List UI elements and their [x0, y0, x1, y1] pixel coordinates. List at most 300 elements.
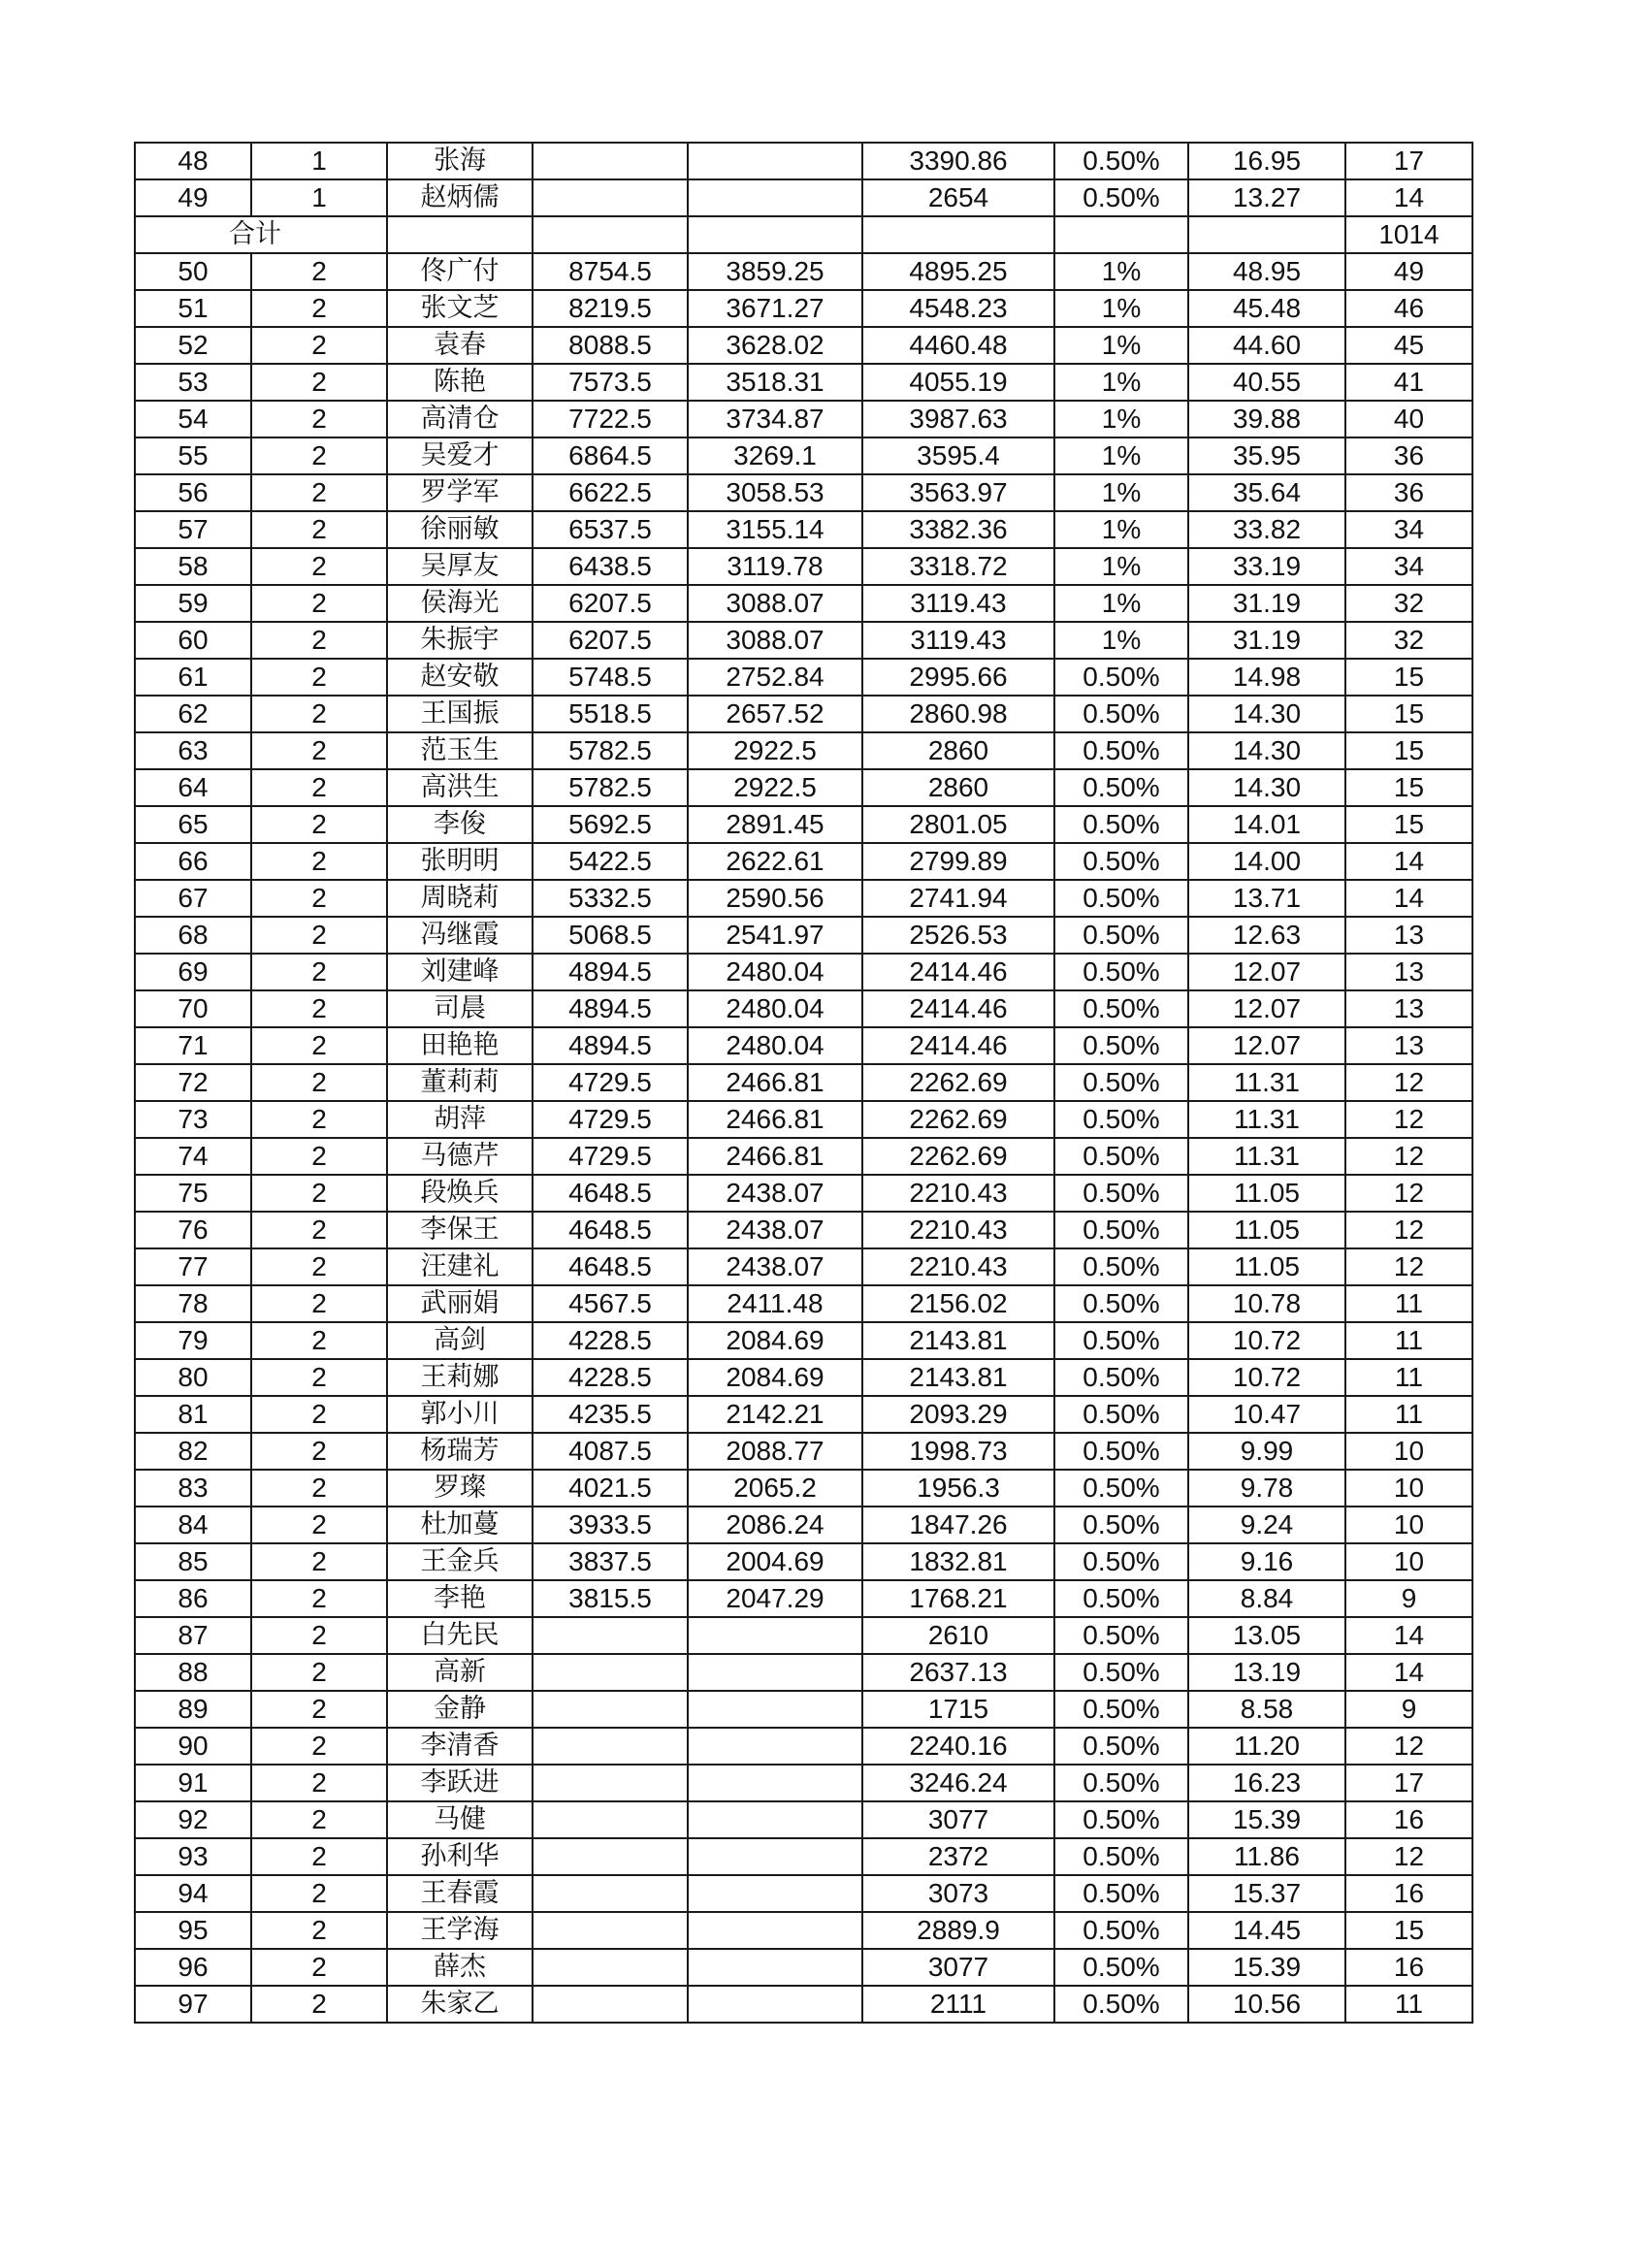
cell-col-amount: 40.55	[1188, 364, 1345, 401]
cell-row-number: 59	[135, 585, 251, 622]
cell-col-deduction: 3058.53	[688, 474, 862, 511]
cell-col-rate: 0.50%	[1054, 1507, 1188, 1543]
cell-row-number: 52	[135, 327, 251, 364]
cell-col-rate: 0.50%	[1054, 1986, 1188, 2023]
cell-name: 李保王	[387, 1212, 533, 1248]
table-row	[135, 1949, 1472, 1986]
cell-col-total	[533, 143, 688, 179]
cell-col-amount: 11.31	[1188, 1101, 1345, 1138]
table-row	[135, 364, 1472, 401]
cell-col-base: 3382.36	[862, 511, 1054, 548]
cell-col-amount: 12.63	[1188, 917, 1345, 954]
cell-col-amount: 11.86	[1188, 1838, 1345, 1875]
cell-group: 2	[251, 1949, 387, 1986]
cell-row-number: 83	[135, 1470, 251, 1507]
table-row	[135, 769, 1472, 806]
table-row	[135, 1396, 1472, 1433]
cell-col-total: 8219.5	[533, 290, 688, 327]
cell-col-amount: 35.64	[1188, 474, 1345, 511]
cell-row-number: 61	[135, 659, 251, 696]
cell-col-amount: 13.05	[1188, 1617, 1345, 1654]
cell-col-base: 1715	[862, 1691, 1054, 1728]
cell-col-base: 2799.89	[862, 843, 1054, 880]
table-row	[135, 1765, 1472, 1801]
cell-col-rounded: 10	[1345, 1543, 1472, 1580]
cell-row-number: 54	[135, 401, 251, 437]
cell-col-base: 1768.21	[862, 1580, 1054, 1617]
cell-col-deduction	[688, 179, 862, 216]
cell-col-rate: 0.50%	[1054, 917, 1188, 954]
cell-group: 2	[251, 1285, 387, 1322]
cell-name: 朱振宇	[387, 622, 533, 659]
cell-col-rounded: 9	[1345, 1580, 1472, 1617]
cell-col-rounded: 9	[1345, 1691, 1472, 1728]
cell-col-amount: 31.19	[1188, 585, 1345, 622]
cell-group: 2	[251, 1580, 387, 1617]
cell-col-deduction	[688, 1838, 862, 1875]
cell-col-rate: 0.50%	[1054, 1543, 1188, 1580]
cell-col-deduction: 2438.07	[688, 1248, 862, 1285]
cell-col-rate: 0.50%	[1054, 1285, 1188, 1322]
table-row	[135, 1507, 1472, 1543]
cell-row-number: 73	[135, 1101, 251, 1138]
cell-col-deduction: 2657.52	[688, 696, 862, 732]
cell-col-rounded: 12	[1345, 1101, 1472, 1138]
cell-name: 杨瑞芳	[387, 1433, 533, 1470]
cell-col-rounded: 34	[1345, 511, 1472, 548]
cell-col-deduction	[688, 1875, 862, 1912]
cell-group: 2	[251, 1470, 387, 1507]
cell-row-number: 53	[135, 364, 251, 401]
cell-group: 2	[251, 880, 387, 917]
cell-group: 2	[251, 954, 387, 990]
cell-row-number: 72	[135, 1064, 251, 1101]
cell-col-rate: 0.50%	[1054, 954, 1188, 990]
cell-col-deduction: 2922.5	[688, 769, 862, 806]
cell-col-total: 4235.5	[533, 1396, 688, 1433]
cell-group: 2	[251, 732, 387, 769]
cell-row-number: 96	[135, 1949, 251, 1986]
cell-group: 2	[251, 1138, 387, 1175]
table-row	[135, 401, 1472, 437]
table-row	[135, 1838, 1472, 1875]
cell-col-amount: 14.30	[1188, 732, 1345, 769]
cell-col-base: 2860	[862, 769, 1054, 806]
cell-col-amount: 14.00	[1188, 843, 1345, 880]
cell-col-rate: 0.50%	[1054, 806, 1188, 843]
cell-col-base: 2143.81	[862, 1322, 1054, 1359]
cell-col-deduction: 3119.78	[688, 548, 862, 585]
cell-group: 2	[251, 696, 387, 732]
cell-col-deduction: 2411.48	[688, 1285, 862, 1322]
cell-col-total: 4894.5	[533, 990, 688, 1027]
subtotal-total: 1014	[1345, 216, 1472, 253]
cell-col-deduction	[688, 1912, 862, 1949]
cell-col-amount: 10.47	[1188, 1396, 1345, 1433]
cell-name: 田艳艳	[387, 1027, 533, 1064]
cell-name: 罗学军	[387, 474, 533, 511]
cell-col-deduction: 2088.77	[688, 1433, 862, 1470]
cell-row-number: 58	[135, 548, 251, 585]
cell-row-number: 85	[135, 1543, 251, 1580]
cell-col-deduction	[688, 1691, 862, 1728]
cell-col-deduction: 3734.87	[688, 401, 862, 437]
cell-name: 范玉生	[387, 732, 533, 769]
cell-col-rounded: 12	[1345, 1728, 1472, 1765]
cell-col-total: 6622.5	[533, 474, 688, 511]
cell-col-rate: 0.50%	[1054, 732, 1188, 769]
cell-col-amount: 8.58	[1188, 1691, 1345, 1728]
cell-col-base: 2860.98	[862, 696, 1054, 732]
cell-name: 郭小川	[387, 1396, 533, 1433]
cell-col-rate: 0.50%	[1054, 1433, 1188, 1470]
cell-name: 王金兵	[387, 1543, 533, 1580]
cell-col-amount: 16.23	[1188, 1765, 1345, 1801]
cell-col-base: 2526.53	[862, 917, 1054, 954]
subtotal-empty-cell	[688, 216, 862, 253]
cell-row-number: 62	[135, 696, 251, 732]
table-row	[135, 732, 1472, 769]
cell-col-base: 2210.43	[862, 1248, 1054, 1285]
cell-col-rate: 0.50%	[1054, 659, 1188, 696]
cell-row-number: 79	[135, 1322, 251, 1359]
cell-col-base: 3987.63	[862, 401, 1054, 437]
cell-col-base: 2093.29	[862, 1396, 1054, 1433]
cell-col-base: 2143.81	[862, 1359, 1054, 1396]
cell-name: 罗璨	[387, 1470, 533, 1507]
cell-group: 2	[251, 1359, 387, 1396]
cell-name: 王学海	[387, 1912, 533, 1949]
table-body	[135, 143, 1472, 2023]
cell-row-number: 63	[135, 732, 251, 769]
cell-name: 李俊	[387, 806, 533, 843]
table-row	[135, 880, 1472, 917]
cell-col-amount: 44.60	[1188, 327, 1345, 364]
cell-col-rounded: 36	[1345, 474, 1472, 511]
cell-col-rate: 0.50%	[1054, 1654, 1188, 1691]
table-row	[135, 1138, 1472, 1175]
cell-col-amount: 15.39	[1188, 1949, 1345, 1986]
cell-col-rounded: 10	[1345, 1470, 1472, 1507]
cell-col-rounded: 13	[1345, 1027, 1472, 1064]
cell-col-amount: 33.19	[1188, 548, 1345, 585]
cell-group: 2	[251, 511, 387, 548]
cell-name: 薛杰	[387, 1949, 533, 1986]
cell-name: 马健	[387, 1801, 533, 1838]
cell-col-amount: 14.30	[1188, 769, 1345, 806]
cell-col-deduction: 2480.04	[688, 954, 862, 990]
cell-col-rounded: 13	[1345, 954, 1472, 990]
cell-col-deduction: 2438.07	[688, 1212, 862, 1248]
cell-col-base: 2637.13	[862, 1654, 1054, 1691]
cell-group: 2	[251, 437, 387, 474]
cell-col-amount: 14.30	[1188, 696, 1345, 732]
table-row	[135, 1912, 1472, 1949]
cell-col-total: 4729.5	[533, 1064, 688, 1101]
cell-group: 2	[251, 1064, 387, 1101]
cell-col-amount: 11.20	[1188, 1728, 1345, 1765]
cell-row-number: 64	[135, 769, 251, 806]
table-row	[135, 1875, 1472, 1912]
cell-name: 吴爱才	[387, 437, 533, 474]
cell-col-rounded: 12	[1345, 1138, 1472, 1175]
cell-group: 2	[251, 1212, 387, 1248]
cell-row-number: 90	[135, 1728, 251, 1765]
table-row	[135, 917, 1472, 954]
cell-group: 2	[251, 1691, 387, 1728]
cell-group: 2	[251, 806, 387, 843]
cell-col-total: 3815.5	[533, 1580, 688, 1617]
cell-col-amount: 12.07	[1188, 954, 1345, 990]
subtotal-empty-cell	[533, 216, 688, 253]
cell-col-base: 4548.23	[862, 290, 1054, 327]
cell-row-number: 89	[135, 1691, 251, 1728]
cell-col-rate: 0.50%	[1054, 1912, 1188, 1949]
cell-col-base: 2610	[862, 1617, 1054, 1654]
cell-name: 冯继霞	[387, 917, 533, 954]
cell-col-amount: 13.19	[1188, 1654, 1345, 1691]
cell-col-deduction	[688, 1949, 862, 1986]
cell-group: 2	[251, 769, 387, 806]
cell-col-rate: 0.50%	[1054, 1175, 1188, 1212]
cell-name: 袁春	[387, 327, 533, 364]
cell-col-total: 4567.5	[533, 1285, 688, 1322]
cell-group: 2	[251, 1396, 387, 1433]
cell-col-amount: 39.88	[1188, 401, 1345, 437]
cell-col-rounded: 15	[1345, 1912, 1472, 1949]
cell-col-rounded: 32	[1345, 622, 1472, 659]
cell-row-number: 80	[135, 1359, 251, 1396]
cell-col-total	[533, 1986, 688, 2023]
cell-col-rate: 0.50%	[1054, 1691, 1188, 1728]
cell-col-rounded: 16	[1345, 1801, 1472, 1838]
cell-col-deduction: 2622.61	[688, 843, 862, 880]
cell-col-amount: 12.07	[1188, 1027, 1345, 1064]
cell-col-amount: 9.24	[1188, 1507, 1345, 1543]
cell-col-rounded: 49	[1345, 253, 1472, 290]
cell-name: 汪建礼	[387, 1248, 533, 1285]
cell-col-amount: 12.07	[1188, 990, 1345, 1027]
cell-group: 2	[251, 1654, 387, 1691]
cell-col-amount: 45.48	[1188, 290, 1345, 327]
cell-col-deduction: 2480.04	[688, 1027, 862, 1064]
table-row	[135, 511, 1472, 548]
cell-col-amount: 14.01	[1188, 806, 1345, 843]
cell-col-total: 5068.5	[533, 917, 688, 954]
cell-col-total	[533, 1617, 688, 1654]
cell-col-base: 1998.73	[862, 1433, 1054, 1470]
cell-name: 刘建峰	[387, 954, 533, 990]
cell-col-amount: 11.05	[1188, 1175, 1345, 1212]
cell-col-rate: 0.50%	[1054, 143, 1188, 179]
cell-name: 赵炳儒	[387, 179, 533, 216]
cell-col-rounded: 40	[1345, 401, 1472, 437]
cell-col-rate: 0.50%	[1054, 1322, 1188, 1359]
cell-col-base: 3119.43	[862, 585, 1054, 622]
cell-col-base: 3318.72	[862, 548, 1054, 585]
cell-col-deduction: 2752.84	[688, 659, 862, 696]
cell-col-base: 4460.48	[862, 327, 1054, 364]
cell-row-number: 49	[135, 179, 251, 216]
cell-col-base: 3077	[862, 1949, 1054, 1986]
cell-row-number: 91	[135, 1765, 251, 1801]
cell-name: 白先民	[387, 1617, 533, 1654]
cell-row-number: 55	[135, 437, 251, 474]
cell-col-rounded: 15	[1345, 806, 1472, 843]
cell-col-rounded: 14	[1345, 843, 1472, 880]
cell-name: 孙利华	[387, 1838, 533, 1875]
cell-row-number: 74	[135, 1138, 251, 1175]
cell-col-amount: 11.31	[1188, 1064, 1345, 1101]
cell-col-total: 7722.5	[533, 401, 688, 437]
cell-col-base: 2240.16	[862, 1728, 1054, 1765]
cell-col-total: 6864.5	[533, 437, 688, 474]
cell-col-rounded: 12	[1345, 1175, 1472, 1212]
cell-col-rate: 0.50%	[1054, 843, 1188, 880]
cell-col-total: 4648.5	[533, 1175, 688, 1212]
cell-col-deduction: 2004.69	[688, 1543, 862, 1580]
cell-row-number: 70	[135, 990, 251, 1027]
cell-col-base: 2414.46	[862, 1027, 1054, 1064]
cell-col-deduction	[688, 1986, 862, 2023]
cell-name: 高新	[387, 1654, 533, 1691]
cell-group: 2	[251, 1101, 387, 1138]
cell-name: 司晨	[387, 990, 533, 1027]
cell-col-deduction: 2047.29	[688, 1580, 862, 1617]
cell-col-base: 2111	[862, 1986, 1054, 2023]
cell-col-deduction: 2065.2	[688, 1470, 862, 1507]
cell-col-rounded: 16	[1345, 1875, 1472, 1912]
table-row	[135, 1248, 1472, 1285]
cell-col-base: 2801.05	[862, 806, 1054, 843]
table-row	[135, 954, 1472, 990]
cell-col-base: 1956.3	[862, 1470, 1054, 1507]
cell-col-rate: 0.50%	[1054, 1396, 1188, 1433]
table-row	[135, 1617, 1472, 1654]
cell-col-rate: 0.50%	[1054, 1875, 1188, 1912]
cell-col-rounded: 36	[1345, 437, 1472, 474]
table-row	[135, 659, 1472, 696]
subtotal-empty-cell	[862, 216, 1054, 253]
payment-table	[134, 142, 1473, 2024]
cell-col-rate: 1%	[1054, 622, 1188, 659]
cell-group: 2	[251, 1617, 387, 1654]
cell-group: 2	[251, 1248, 387, 1285]
cell-row-number: 94	[135, 1875, 251, 1912]
cell-group: 2	[251, 1543, 387, 1580]
cell-col-amount: 16.95	[1188, 143, 1345, 179]
cell-col-base: 3119.43	[862, 622, 1054, 659]
cell-col-deduction: 3088.07	[688, 622, 862, 659]
cell-col-total	[533, 1949, 688, 1986]
cell-col-base: 2262.69	[862, 1101, 1054, 1138]
cell-row-number: 84	[135, 1507, 251, 1543]
cell-col-base: 2741.94	[862, 880, 1054, 917]
cell-col-rate: 0.50%	[1054, 1617, 1188, 1654]
subtotal-label: 合计	[135, 216, 387, 253]
cell-group: 2	[251, 364, 387, 401]
subtotal-empty-cell	[1054, 216, 1188, 253]
cell-group: 2	[251, 401, 387, 437]
cell-col-total	[533, 1875, 688, 1912]
cell-col-total: 6537.5	[533, 511, 688, 548]
cell-name: 周晓莉	[387, 880, 533, 917]
cell-col-amount: 15.39	[1188, 1801, 1345, 1838]
cell-col-base: 4895.25	[862, 253, 1054, 290]
cell-col-rounded: 11	[1345, 1359, 1472, 1396]
cell-col-rate: 0.50%	[1054, 1064, 1188, 1101]
cell-col-base: 3246.24	[862, 1765, 1054, 1801]
cell-col-deduction	[688, 1728, 862, 1765]
cell-row-number: 69	[135, 954, 251, 990]
cell-col-total: 4021.5	[533, 1470, 688, 1507]
cell-name: 张文芝	[387, 290, 533, 327]
cell-name: 杜加蔓	[387, 1507, 533, 1543]
cell-col-base: 2995.66	[862, 659, 1054, 696]
cell-col-amount: 13.27	[1188, 179, 1345, 216]
cell-col-deduction: 2084.69	[688, 1359, 862, 1396]
cell-group: 2	[251, 253, 387, 290]
cell-group: 2	[251, 1801, 387, 1838]
cell-row-number: 56	[135, 474, 251, 511]
cell-name: 高清仓	[387, 401, 533, 437]
cell-row-number: 51	[135, 290, 251, 327]
cell-col-rounded: 15	[1345, 732, 1472, 769]
cell-col-rounded: 11	[1345, 1322, 1472, 1359]
cell-col-rate: 0.50%	[1054, 1359, 1188, 1396]
cell-row-number: 57	[135, 511, 251, 548]
cell-group: 1	[251, 143, 387, 179]
cell-col-amount: 15.37	[1188, 1875, 1345, 1912]
cell-group: 2	[251, 327, 387, 364]
cell-name: 吴厚友	[387, 548, 533, 585]
cell-col-base: 2414.46	[862, 954, 1054, 990]
cell-col-base: 2372	[862, 1838, 1054, 1875]
cell-col-total	[533, 1654, 688, 1691]
cell-col-base: 2210.43	[862, 1212, 1054, 1248]
cell-col-rounded: 32	[1345, 585, 1472, 622]
table-row	[135, 253, 1472, 290]
cell-col-rate: 0.50%	[1054, 1580, 1188, 1617]
cell-col-total: 4648.5	[533, 1248, 688, 1285]
cell-col-deduction: 2891.45	[688, 806, 862, 843]
cell-col-rate: 1%	[1054, 253, 1188, 290]
cell-col-base: 3563.97	[862, 474, 1054, 511]
cell-group: 2	[251, 1912, 387, 1949]
cell-col-rate: 0.50%	[1054, 880, 1188, 917]
table-row	[135, 1285, 1472, 1322]
cell-name: 段焕兵	[387, 1175, 533, 1212]
cell-col-deduction: 2142.21	[688, 1396, 862, 1433]
cell-col-base: 3595.4	[862, 437, 1054, 474]
cell-col-amount: 14.45	[1188, 1912, 1345, 1949]
cell-col-deduction: 2438.07	[688, 1175, 862, 1212]
cell-col-rounded: 13	[1345, 990, 1472, 1027]
cell-col-rounded: 15	[1345, 769, 1472, 806]
cell-col-rounded: 10	[1345, 1433, 1472, 1470]
table-row	[135, 1212, 1472, 1248]
cell-col-rounded: 17	[1345, 1765, 1472, 1801]
table-row	[135, 1728, 1472, 1765]
cell-col-rounded: 14	[1345, 1654, 1472, 1691]
cell-col-deduction: 3859.25	[688, 253, 862, 290]
cell-col-base: 1832.81	[862, 1543, 1054, 1580]
table-row	[135, 143, 1472, 179]
cell-col-rounded: 14	[1345, 179, 1472, 216]
cell-col-amount: 35.95	[1188, 437, 1345, 474]
cell-name: 赵安敬	[387, 659, 533, 696]
cell-col-amount: 31.19	[1188, 622, 1345, 659]
